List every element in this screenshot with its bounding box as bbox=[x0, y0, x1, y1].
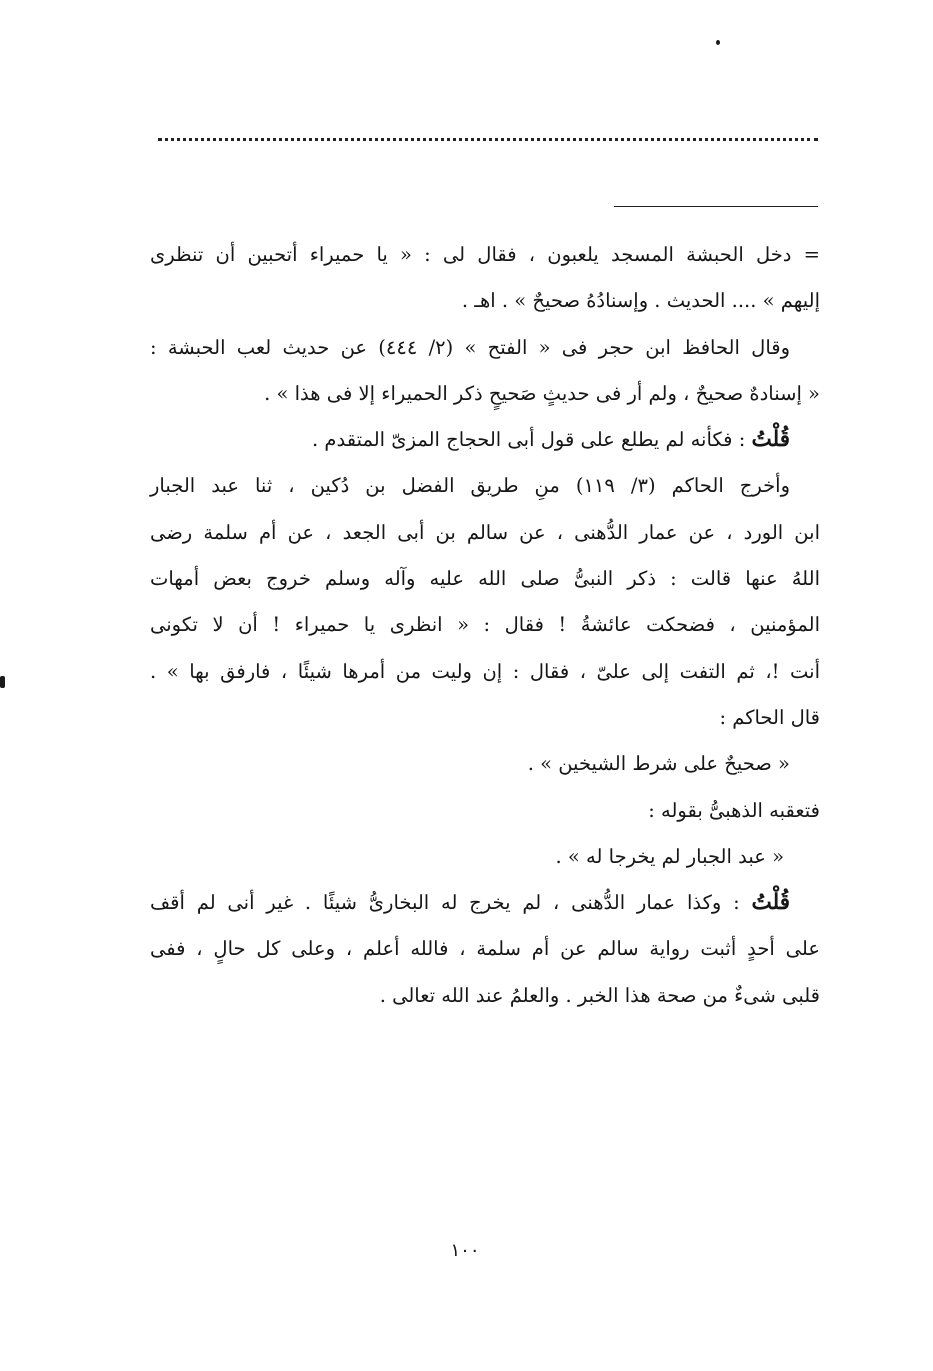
page-number: ١٠٠ bbox=[450, 1240, 480, 1261]
dotted-separator bbox=[158, 138, 818, 141]
text-line: قلبى شىءٌ من صحة هذا الخبر . والعلمُ عند الله تعالى . bbox=[379, 983, 820, 1007]
text-line: وأخرج الحاكم (٣/ ١١٩) منِ طريق الفضل بن دُكين ، ثنا عبد الجبار bbox=[150, 474, 791, 498]
qultu-marker: قُلْتُ bbox=[751, 427, 790, 453]
main-text bbox=[150, 232, 820, 1019]
ink-speck bbox=[716, 40, 720, 45]
text-line: أنت !، ثم التفت إلى علىّ ، فقال : إن وليت من أمرها شيئًا ، فارفق بها » . bbox=[150, 659, 820, 683]
text-line: اللهُ عنها قالت : ذكر النبىُّ صلى الله عليه وآله وسلم خروج بعض أمهات bbox=[150, 567, 820, 591]
text-line: وقال الحافظ ابن حجر فى « الفتح » (٢/ ٤٤٤) عن حديث لعب الحبشة : bbox=[150, 335, 790, 359]
text-line: ابن الورد ، عن عمار الدُّهنى ، عن سالم بن أبى الجعد ، عن أم سلمة رضى bbox=[150, 520, 820, 544]
text-line: إليهم » .... الحديث . وإسنادُهُ صحيحٌ » . اهـ . bbox=[461, 289, 820, 313]
text-line: = دخل الحبشة المسجد يلعبون ، فقال لى : « يا حميراء أتحبين أن تنظرى bbox=[150, 243, 820, 266]
text-line: على أحدٍ أثبت رواية سالم عن أم سلمة ، فالله أعلم ، وعلى كل حالٍ ، ففى bbox=[150, 937, 820, 961]
text-line: « إسنادهٌ صحيحٌ ، ولم أر فى حديثٍ صَحيحٍ ذكر الحميراء إلا فى هذا » . bbox=[264, 381, 820, 405]
text-line: قُلْتُ : وكذا عمار الدُّهنى ، لم يخرج له البخارىُّ شيئًا . غير أنى لم أقف bbox=[150, 890, 790, 916]
text-line: المؤمنين ، فضحكت عائشةُ ! فقال : « انظرى يا حميراء ! أن لا تكونى bbox=[150, 613, 820, 637]
ink-speck bbox=[0, 676, 5, 688]
text-line: قُلْتُ : فكأنه لم يطلع على قول أبى الحجاج المزىّ المتقدم . bbox=[312, 427, 790, 453]
text-line: « صحيحٌ على شرط الشيخين » . bbox=[527, 752, 790, 776]
text-line: قال الحاكم : bbox=[719, 705, 820, 729]
qultu-marker: قُلْتُ bbox=[751, 890, 790, 916]
text-line: فتعقبه الذهبىُّ بقوله : bbox=[648, 798, 820, 822]
footnote-rule bbox=[614, 206, 818, 207]
text-line: « عبد الجبار لم يخرجا له » . bbox=[555, 844, 784, 868]
